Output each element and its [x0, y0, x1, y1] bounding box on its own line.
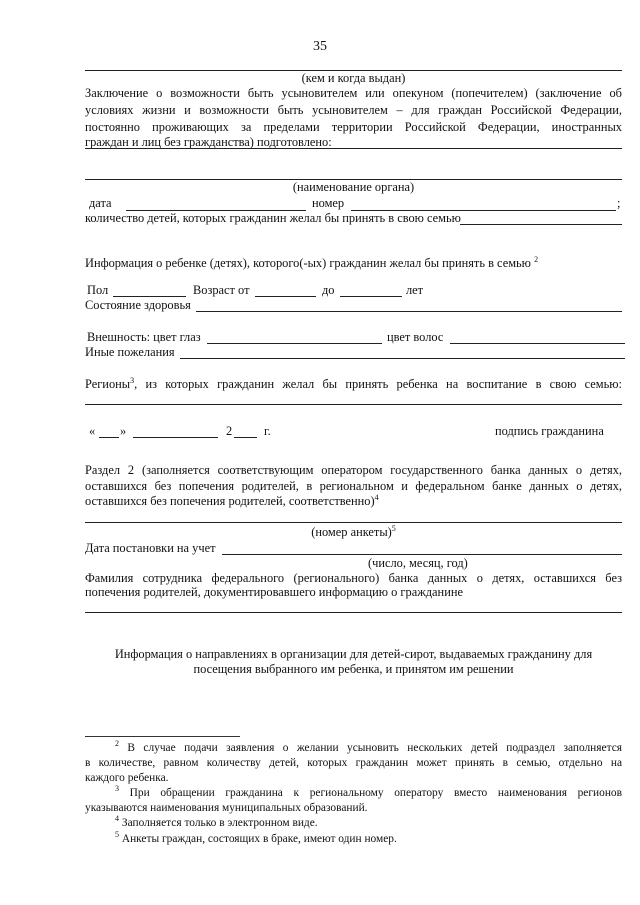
footnote-5-mark: 5 — [115, 830, 119, 840]
day-field[interactable] — [99, 437, 119, 438]
regions-text — [85, 377, 622, 392]
children-count-field[interactable] — [460, 224, 622, 225]
open-quote: « — [89, 424, 96, 438]
footnote-3-line-1: При обращении гражданина к региональному оператору вместо наименования регионов — [129, 787, 622, 799]
questionnaire-caption — [85, 525, 622, 540]
organ-caption: (наименование органа) — [292, 180, 415, 194]
questionnaire-number-field[interactable] — [85, 522, 622, 523]
sex-field[interactable] — [113, 296, 186, 297]
page-number: 35 — [313, 39, 327, 54]
conclusion-line-2: условиях жизни и возможности быть усыновителем – для граждан Российской Федерации, — [85, 103, 622, 117]
employee-line-2: попечения родителей, документировавшего информацию о гражданине — [85, 585, 463, 599]
registration-date-field[interactable] — [222, 554, 622, 555]
year-prefix: 2 — [226, 424, 233, 438]
signature-label: подпись гражданина — [495, 424, 604, 438]
footnote-3 — [85, 784, 622, 799]
section2-line-1: Раздел 2 (заполняется соответствующим оператором государственного банка данных о детях, — [85, 463, 622, 477]
footnote-4-line-1: Заполняется только в электронном виде. — [121, 817, 318, 829]
regions-rest: , из которых гражданин желал бы принять ребенка на воспитание в свою семью: — [134, 377, 622, 391]
footnote-ref-4[interactable]: 4 — [374, 492, 379, 502]
section2-line-3 — [85, 494, 379, 509]
date-caption: (число, месяц, год) — [368, 556, 468, 570]
eye-color-field[interactable] — [207, 343, 382, 344]
date-label: дата — [89, 196, 112, 210]
footnote-3-mark: 3 — [115, 784, 119, 794]
child-info-text: Информация о ребенке (детях), которого(-ых) гражданин желал бы принять в семью — [85, 256, 531, 270]
footnote-3-line-2: указываются наименования муниципальных образований. — [85, 802, 368, 814]
regions-field[interactable] — [85, 404, 622, 405]
year-field[interactable] — [234, 437, 257, 438]
sex-label: Пол — [87, 283, 109, 297]
footnote-4 — [115, 814, 318, 829]
footnote-2-line-1: В случае подачи заявления о желании усыновить нескольких детей подраздел заполняется — [127, 742, 622, 754]
section2-line-2: оставшихся без попечения родителей, в региональном и федеральном банке данных о детях, — [85, 479, 622, 493]
footnote-2 — [85, 739, 622, 754]
footnote-5-line-1: Анкеты граждан, состоящих в браке, имеют один номер. — [121, 833, 397, 845]
employee-line-1: Фамилия сотрудника федерального (регионального) банка данных о детях, оставшихся без — [85, 571, 622, 585]
employee-field[interactable] — [85, 612, 622, 613]
age-from-label: Возраст от — [193, 283, 250, 297]
health-label: Состояние здоровья — [85, 298, 191, 312]
health-field[interactable] — [196, 311, 622, 312]
children-count-label: количество детей, которых гражданин желал бы принять в свою семью — [85, 211, 461, 225]
questionnaire-caption-text: (номер анкеты) — [311, 525, 392, 539]
hair-color-label: цвет волос — [387, 330, 444, 344]
year-suffix: г. — [264, 424, 271, 438]
child-info-heading — [85, 256, 538, 271]
semicolon: ; — [617, 196, 621, 210]
conclusion-line-1: Заключение о возможности быть усыновителем или опекуном (попечителем) (заключение об — [85, 86, 622, 100]
footnote-2-mark: 2 — [115, 739, 119, 749]
section2-line-3-text: оставшихся без попечения родителей, соответственно) — [85, 494, 375, 508]
regions-label: Регионы — [85, 377, 131, 391]
eye-color-label: Внешность: цвет глаз — [87, 330, 201, 344]
age-from-field[interactable] — [255, 296, 316, 297]
footnote-ref-2[interactable]: 2 — [534, 254, 539, 264]
footnote-ref-5[interactable]: 5 — [391, 523, 396, 533]
registration-date-label: Дата постановки на учет — [85, 541, 216, 555]
years-label: лет — [406, 283, 424, 297]
footnote-ref-3[interactable]: 3 — [130, 375, 135, 385]
number-label: номер — [312, 196, 345, 210]
footnote-2-line-3: каждого ребенка. — [85, 772, 169, 784]
age-to-label: до — [322, 283, 335, 297]
other-wishes-field[interactable] — [180, 358, 625, 359]
issued-by-caption: (кем и когда выдан) — [301, 71, 406, 85]
info-title-line-2: посещения выбранного им ребенка, и принятом им решении — [193, 662, 514, 676]
conclusion-line-3: постоянно проживающих за пределами территории Российской Федерации, иностранных — [85, 120, 622, 134]
other-wishes-label: Иные пожелания — [85, 345, 175, 359]
footnote-4-mark: 4 — [115, 814, 119, 824]
month-field[interactable] — [133, 437, 218, 438]
footnote-separator — [85, 736, 240, 737]
close-quote: » — [120, 424, 127, 438]
conclusion-line-4: граждан и лиц без гражданства) подготовлено: — [85, 135, 332, 149]
conclusion-underline — [85, 148, 622, 149]
info-title-line-1: Информация о направлениях в организации для детей-сирот, выдаваемых гражданину для — [114, 647, 593, 661]
footnote-2-line-2: в количестве, равном количеству детей, которых гражданин может принять в семью, отдельно на — [85, 757, 622, 769]
footnote-5 — [115, 830, 397, 845]
age-to-field[interactable] — [340, 296, 402, 297]
hair-color-field[interactable] — [450, 343, 625, 344]
